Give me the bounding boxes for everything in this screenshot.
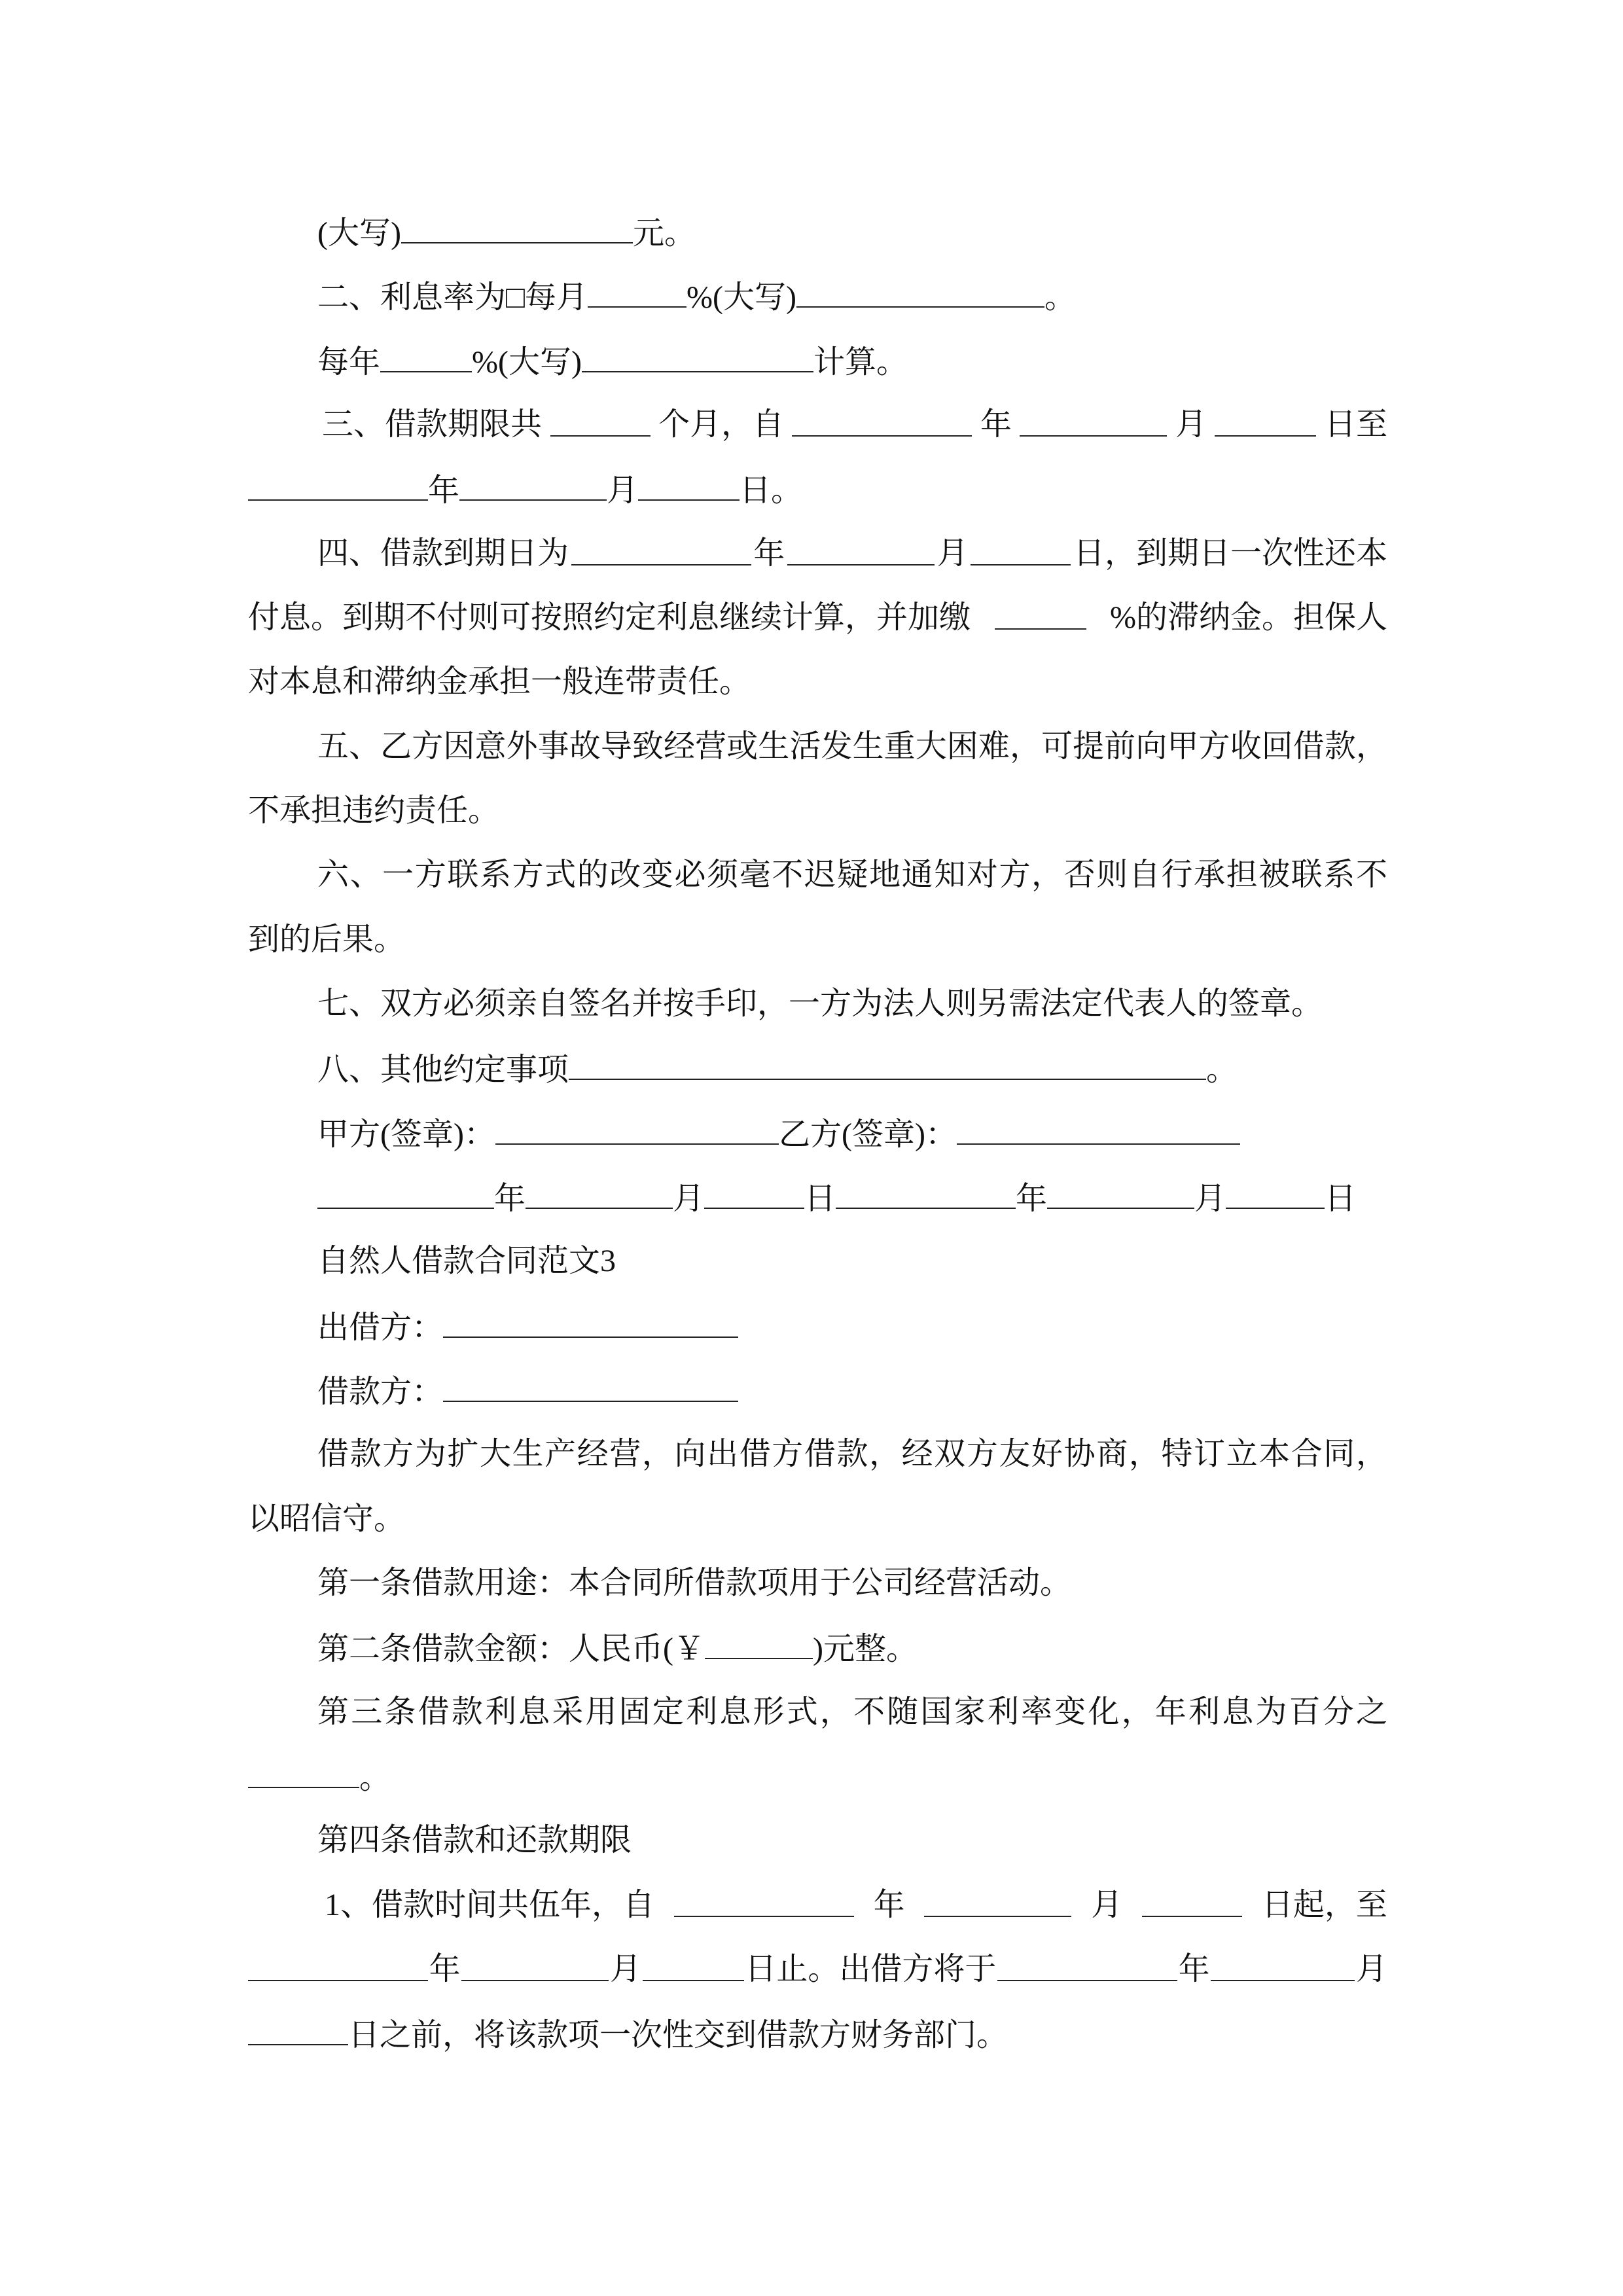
article-4-item-1-line <box>325 1886 1387 1925</box>
text: 年 <box>873 1888 905 1922</box>
text: 年 <box>428 473 460 508</box>
text: 日止。出借方将于 <box>745 1952 997 1986</box>
text: 第一条借款用途：本合同所借款项用于公司经营活动。 <box>317 1566 1072 1600</box>
blank-field[interactable] <box>248 2014 348 2045</box>
text: 每年 <box>317 345 381 380</box>
text: 1、借款时间共伍年，自 <box>325 1888 655 1922</box>
annual-rate-line <box>317 341 908 382</box>
paragraph-line <box>317 727 1387 766</box>
blank-field[interactable] <box>582 341 813 372</box>
signature-line <box>317 1113 1240 1155</box>
text: 第三条借款利息采用固定利息形式，不随国家利率变化，年利息为百分之 <box>317 1695 1387 1729</box>
article-3-line <box>317 1693 1387 1732</box>
blank-field[interactable] <box>836 1177 1016 1209</box>
party-a-label: 甲方(签章)： <box>317 1117 495 1152</box>
text: 日至 <box>1324 407 1387 442</box>
text: 不承担违约责任。 <box>248 793 500 828</box>
article-4-title <box>317 1821 632 1860</box>
blank-field[interactable] <box>526 1177 673 1209</box>
blank-field[interactable] <box>1215 405 1316 437</box>
blank-field[interactable] <box>674 1886 854 1917</box>
article-1-line <box>317 1564 1071 1603</box>
text: 。 <box>359 1761 391 1795</box>
text: 日之前，将该款项一次性交到借款方财务部门。 <box>348 2018 1008 2053</box>
text: 日起，至 <box>1261 1888 1387 1922</box>
blank-field[interactable] <box>995 598 1086 630</box>
text: 日 <box>1325 1181 1357 1216</box>
interest-rate-field[interactable] <box>248 1757 359 1788</box>
borrower-label: 借款方： <box>317 1374 444 1409</box>
party-b-signature-field[interactable] <box>957 1113 1240 1145</box>
borrower-field[interactable] <box>443 1371 738 1402</box>
text: 年 <box>980 407 1012 442</box>
section-title <box>317 1242 616 1281</box>
text: (大写) <box>317 216 401 251</box>
blank-field[interactable] <box>317 1177 494 1209</box>
text: 六、一方联系方式的改变必须毫不迟疑地通知对方，否则自行承担被联系不 <box>317 857 1387 892</box>
text: 个月，自 <box>658 407 784 442</box>
text: 付息。到期不付则可按照约定利息继续计算，并加缴 <box>248 600 971 635</box>
text: 借款方为扩大生产经营，向出借方借款，经双方友好协商，特订立本合同， <box>317 1437 1387 1471</box>
blank-field[interactable] <box>569 1049 1206 1080</box>
blank-field[interactable] <box>638 469 740 501</box>
blank-field[interactable] <box>401 212 633 243</box>
amount-field[interactable] <box>705 1628 813 1659</box>
party-b-label: 乙方(签章)： <box>778 1117 957 1152</box>
article-2-line <box>317 1628 918 1669</box>
text: 四、借款到期日为 <box>317 536 569 571</box>
article-4-item-1-cont-line <box>248 1950 1387 1989</box>
text: 年 <box>1016 1181 1048 1216</box>
text: 。 <box>1206 1052 1238 1087</box>
other-terms-line <box>317 1049 1238 1090</box>
blank-field[interactable] <box>792 405 972 437</box>
text: 到的后果。 <box>248 922 406 957</box>
clause-2-line <box>317 276 1076 317</box>
paragraph-line <box>317 855 1387 895</box>
text: 月 <box>609 1952 641 1986</box>
text: 日 <box>804 1181 836 1216</box>
text: 二、利息率为□每月 <box>317 280 588 315</box>
blank-field[interactable] <box>248 1950 428 1981</box>
lender-label: 出借方： <box>317 1310 444 1345</box>
blank-field[interactable] <box>787 534 935 565</box>
text: 元。 <box>632 216 696 251</box>
blank-field[interactable] <box>550 405 651 437</box>
text: 八、其他约定事项 <box>317 1052 569 1087</box>
paragraph-line <box>248 920 405 960</box>
amount-capital-line <box>317 212 696 253</box>
text: %(大写) <box>472 345 582 380</box>
article-4-item-1-end-line <box>248 2014 1008 2055</box>
clause-3-line <box>322 405 1387 444</box>
text: 自然人借款合同范文3 <box>317 1244 616 1278</box>
party-a-signature-field[interactable] <box>495 1113 779 1145</box>
text: 以昭信守。 <box>248 1501 406 1536</box>
text: 第二条借款金额：人民币(￥ <box>317 1632 705 1666</box>
text: 。 <box>1044 280 1076 315</box>
text: 月 <box>1091 1888 1123 1922</box>
text: 三、借款期限共 <box>322 407 543 442</box>
text: 月 <box>673 1181 705 1216</box>
text: 年 <box>1178 1952 1210 1986</box>
paragraph-line <box>248 1499 405 1539</box>
blank-field[interactable] <box>1047 1177 1194 1209</box>
clause-4-cont-line <box>248 598 1387 637</box>
paragraph-line <box>248 662 751 702</box>
text: 月 <box>607 473 639 508</box>
text: 月 <box>936 536 969 571</box>
blank-field[interactable] <box>1211 1950 1355 1981</box>
text: 日，到期日一次性还本 <box>1073 536 1387 571</box>
text: 对本息和滞纳金承担一般连带责任。 <box>248 664 751 699</box>
blank-field[interactable] <box>1226 1177 1325 1209</box>
blank-field[interactable] <box>461 1950 609 1981</box>
blank-field[interactable] <box>1020 405 1167 437</box>
borrower-line <box>317 1371 738 1412</box>
clause-3-end-line <box>248 469 802 511</box>
blank-field[interactable] <box>588 276 687 308</box>
text: 第四条借款和还款期限 <box>317 1823 632 1857</box>
text: 月 <box>1194 1181 1226 1216</box>
text: 计算。 <box>813 345 908 380</box>
blank-field[interactable] <box>248 469 428 501</box>
blank-field[interactable] <box>643 1950 744 1981</box>
blank-field[interactable] <box>571 534 751 565</box>
text: %(大写) <box>687 280 796 315</box>
text: 月 <box>1175 407 1207 442</box>
text: )元整。 <box>813 1632 918 1666</box>
blank-field[interactable] <box>796 276 1044 308</box>
blank-field[interactable] <box>1142 1886 1242 1917</box>
blank-field[interactable] <box>924 1886 1071 1917</box>
paragraph-line <box>317 984 1323 1024</box>
paragraph-line <box>317 1435 1387 1474</box>
text: 七、双方必须亲自签名并按手印，一方为法人则另需法定代表人的签章。 <box>317 986 1323 1021</box>
paragraph-line <box>248 791 499 831</box>
blank-field[interactable] <box>704 1177 804 1209</box>
lender-line <box>317 1306 738 1348</box>
blank-field[interactable] <box>459 469 607 501</box>
signature-date-line <box>317 1177 1356 1219</box>
blank-field[interactable] <box>997 1950 1177 1981</box>
text: 年 <box>753 536 785 571</box>
lender-field[interactable] <box>443 1306 738 1338</box>
blank-field[interactable] <box>380 341 472 372</box>
text: 月 <box>1355 1952 1387 1986</box>
blank-field[interactable] <box>971 534 1071 565</box>
text: %的滞纳金。担保人 <box>1109 600 1387 635</box>
text: 五、乙方因意外事故导致经营或生活发生重大困难，可提前向甲方收回借款， <box>317 729 1387 764</box>
text: 日。 <box>740 473 803 508</box>
text: 年 <box>429 1952 461 1986</box>
interest-rate-line <box>248 1757 391 1798</box>
clause-4-line <box>317 534 1387 573</box>
text: 年 <box>494 1181 526 1216</box>
